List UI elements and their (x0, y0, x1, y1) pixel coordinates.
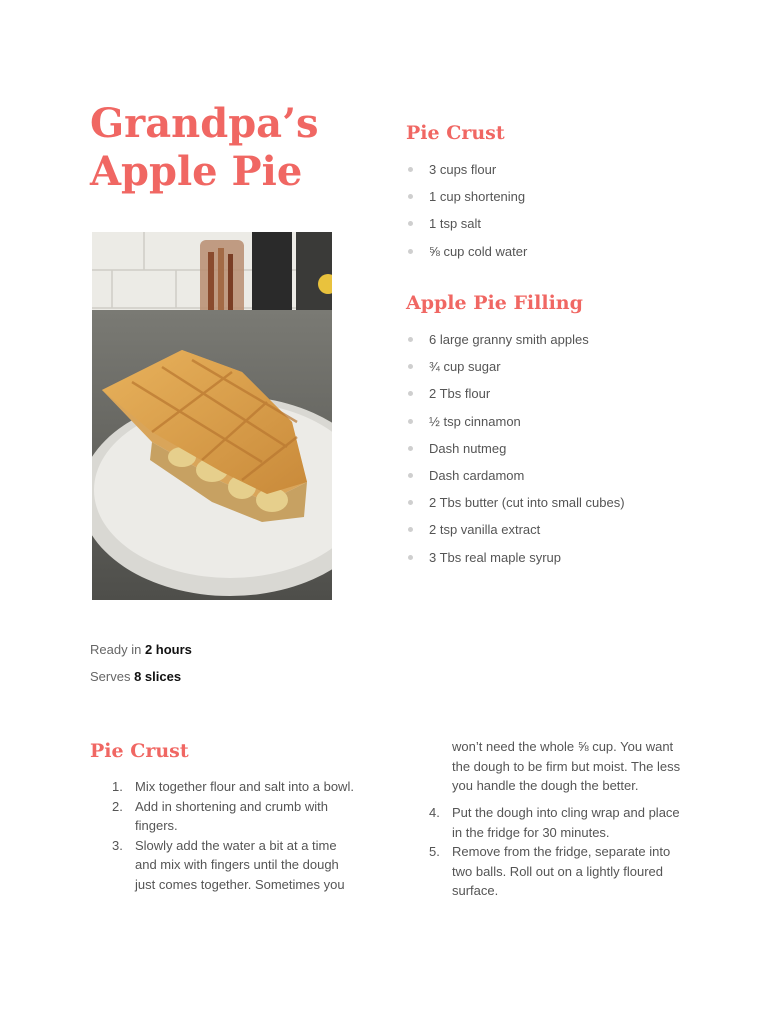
step-text: Slowly add the water a bit at a time and mix with fingers until the dough just comes together. Sometimes you (135, 837, 345, 892)
list-item: 1 tsp salt (406, 210, 527, 237)
step-text: Remove from the fridge, separate into two balls. Roll out on a lightly floured surface. (452, 844, 671, 899)
recipe-title (90, 100, 370, 196)
method-steps-col2 (407, 803, 692, 901)
list-item (90, 777, 360, 797)
step-text: Mix together flour and salt into a bowl. (135, 779, 354, 794)
servings (90, 663, 192, 690)
list-item: ¾ cup sugar (406, 353, 625, 380)
step-number: 1. (112, 779, 123, 794)
crust-ingredient-list (406, 156, 527, 265)
list-item: ⅝ cup cold water (406, 238, 527, 265)
list-item: 2 Tbs butter (cut into small cubes) (406, 489, 625, 516)
title-line-1: Grandpa’s (90, 100, 319, 147)
ready-value: 2 hours (144, 642, 192, 657)
step-number: 4. (429, 805, 440, 820)
method-steps-col1 (90, 777, 360, 895)
crust-ingredients-heading: Pie Crust (406, 122, 505, 144)
list-item: Dash cardamom (406, 462, 625, 489)
list-item (90, 836, 360, 895)
list-item: 2 Tbs flour (406, 380, 625, 407)
filling-ingredient-list (406, 326, 625, 571)
filling-ingredients-heading: Apple Pie Filling (406, 292, 583, 314)
step-number: 2. (112, 798, 123, 814)
pie-photo (92, 232, 332, 600)
list-item: Dash nutmeg (406, 435, 625, 462)
list-item: 3 cups flour (406, 156, 527, 183)
ready-time (90, 636, 192, 663)
list-item: 3 Tbs real maple syrup (406, 544, 625, 571)
list-item (90, 797, 360, 836)
list-item: 2 tsp vanilla extract (406, 516, 625, 543)
list-item (407, 842, 692, 901)
recipe-meta (90, 636, 192, 690)
list-item (407, 803, 692, 842)
step-text: Put the dough into cling wrap and place in the fridge for 30 minutes. (452, 805, 680, 840)
list-item: 6 large granny smith apples (406, 326, 625, 353)
step-number: 3. (112, 837, 123, 853)
step-3-continued: won’t need the whole ⅝ cup. You want the dough to be firm but moist. The less you handle the dough the better. (452, 739, 681, 794)
method-heading: Pie Crust (90, 740, 189, 762)
serves-label: Serves (90, 669, 131, 684)
ready-label: Ready in (90, 642, 142, 657)
step-number: 5. (429, 844, 440, 860)
serves-value: 8 slices (134, 669, 182, 684)
step-text: Add in shortening and crumb with fingers. (135, 798, 328, 834)
list-item: 1 cup shortening (406, 183, 527, 210)
title-line-2: Apple Pie (90, 148, 303, 195)
list-item: ½ tsp cinnamon (406, 408, 625, 435)
